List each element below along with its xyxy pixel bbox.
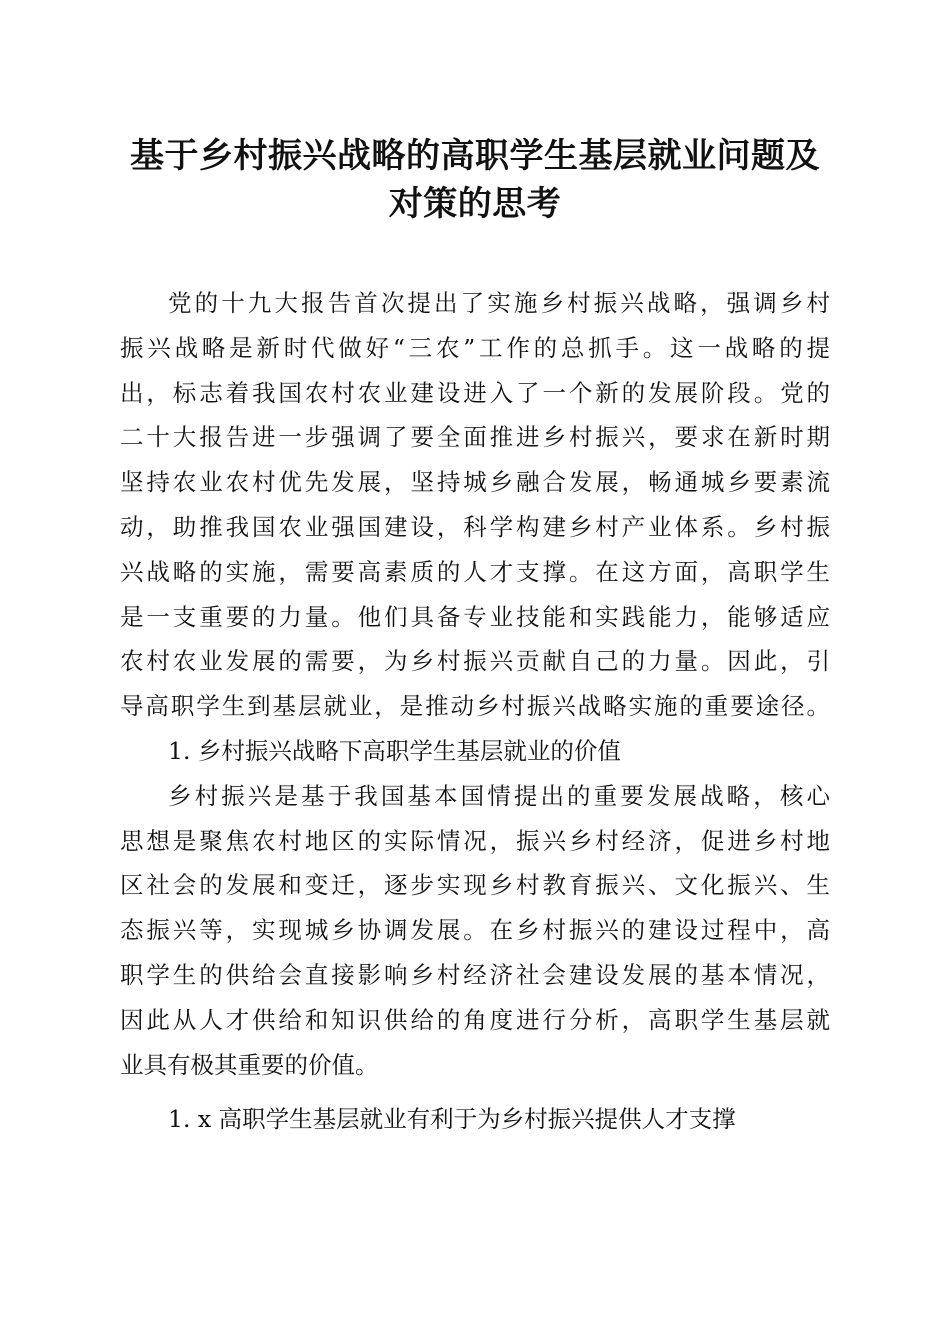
section-paragraph: [120, 774, 830, 1088]
paragraph-line: 动，助推我国农业强国建设，科学构建乡村产业体系。乡村振: [120, 512, 830, 541]
paragraph-line: 因此从人才供给和知识供给的角度进行分析，高职学生基层就: [120, 1005, 830, 1034]
paragraph-line: 思想是聚焦农村地区的实际情况，振兴乡村经济，促进乡村地: [120, 826, 830, 855]
document-title: [100, 132, 850, 228]
intro-paragraph: [120, 281, 830, 729]
paragraph-line: 农村农业发展的需要，为乡村振兴贡献自己的力量。因此，引: [120, 647, 830, 676]
paragraph-line: 区社会的发展和变迁，逐步实现乡村教育振兴、文化振兴、生: [120, 871, 830, 900]
paragraph-line: 业具有极其重要的价值。: [120, 1050, 379, 1079]
paragraph-line: 态振兴等，实现城乡协调发展。在乡村振兴的建设过程中，高: [120, 916, 830, 945]
paragraph-line: 兴战略的实施，需要高素质的人才支撑。在这方面，高职学生: [120, 557, 830, 586]
document-body: [120, 281, 830, 1142]
paragraph-line: 党的十九大报告首次提出了实施乡村振兴战略，强调乡村: [168, 289, 830, 317]
paragraph-line: 职学生的供给会直接影响乡村经济社会建设发展的基本情况，: [120, 960, 830, 989]
paragraph-line: 是一支重要的力量。他们具备专业技能和实践能力，能够适应: [120, 602, 830, 631]
title-line: 对策的思考: [388, 184, 562, 224]
subsection-heading: 1. x 高职学生基层就业有利于为乡村振兴提供人才支撑: [168, 1105, 736, 1134]
paragraph-line: 二十大报告进一步强调了要全面推进乡村振兴，要求在新时期: [120, 423, 830, 452]
title-line: 基于乡村振兴战略的高职学生基层就业问题及: [130, 136, 820, 176]
paragraph-line: 出，标志着我国农村农业建设进入了一个新的发展阶段。党的: [120, 378, 830, 407]
paragraph-line: 坚持农业农村优先发展，坚持城乡融合发展，畅通城乡要素流: [120, 468, 830, 497]
paragraph-line: 导高职学生到基层就业，是推动乡村振兴战略实施的重要途径。: [120, 692, 830, 721]
paragraph-line: 振兴战略是新时代做好“三农”工作的总抓手。这一战略的提: [120, 333, 830, 362]
section-heading: 1. 乡村振兴战略下高职学生基层就业的价值: [168, 736, 621, 765]
paragraph-line: 乡村振兴是基于我国基本国情提出的重要发展战略，核心: [168, 781, 830, 810]
